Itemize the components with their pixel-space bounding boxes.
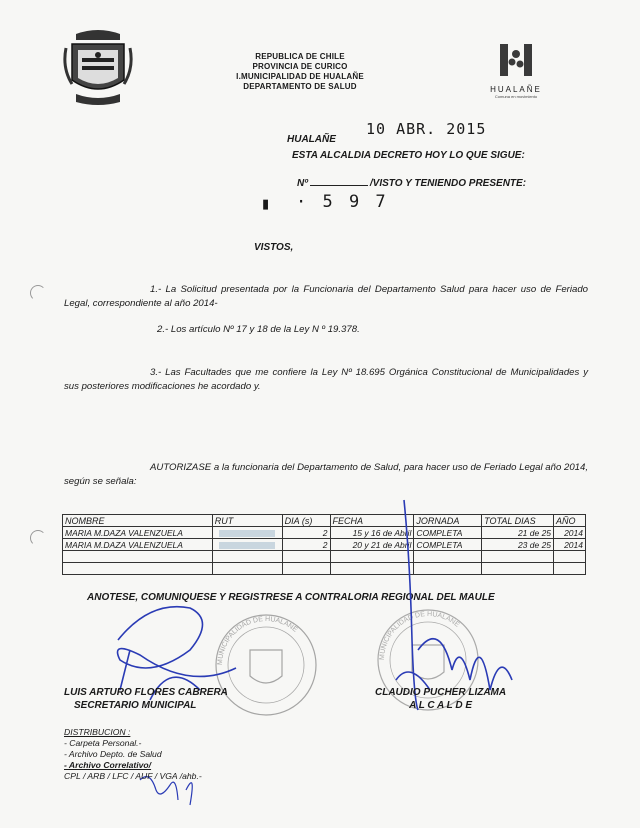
distribution-item: - Archivo Correlativo/ (64, 760, 152, 770)
cell-fecha: 15 y 16 de Abril (330, 527, 414, 539)
decree-line: ESTA ALCALDIA DECRETO HOY LO QUE SIGUE: (292, 150, 525, 161)
header-nombre: NOMBRE (63, 515, 213, 527)
number-prefix: Nº (297, 178, 308, 189)
cell-fecha: 20 y 21 de Abril (330, 539, 414, 551)
distribution-initials: CPL / ARB / LFC / AUF / VGA /ahb.- (64, 771, 202, 781)
header-line-country: REPUBLICA DE CHILE (255, 52, 345, 61)
cell-dias: 2 (282, 527, 330, 539)
distribution-item: - Archivo Depto. de Salud (64, 749, 162, 759)
mayor-block (375, 686, 506, 712)
header-fecha: FECHA (330, 515, 414, 527)
header-line-province: PROVINCIA DE CURICO (252, 62, 348, 71)
brand-tagline: Comuna en movimiento (494, 94, 538, 99)
header-line-municipality: I.MUNICIPALIDAD DE HUALAÑE (236, 72, 364, 81)
secretary-name: LUIS ARTURO FLORES CABRERA (64, 687, 228, 698)
secretary-block (64, 686, 228, 712)
cell-total-dias: 23 de 25 (482, 539, 554, 551)
header-total-dias: TOTAL DIAS (482, 515, 554, 527)
svg-text:MUNICIPALIDAD DE HUALAÑE (379, 611, 461, 660)
mayor-name: CLAUDIO PUCHER LIZAMA (375, 687, 507, 698)
header-jornada: JORNADA (414, 515, 482, 527)
cell-nombre: MARIA M.DAZA VALENZUELA (63, 539, 213, 551)
svg-text:MUNICIPALIDAD DE HUALAÑE (217, 616, 299, 665)
place-name: HUALAÑE (287, 134, 336, 145)
anotese-line: ANOTESE, COMUNIQUESE Y REGISTRESE A CONTRALORIA REGIONAL DEL MAULE (87, 592, 495, 603)
header-line-department: DEPARTAMENTO DE SALUD (243, 82, 357, 91)
header-dias: DIA (s) (282, 515, 330, 527)
date-stamp: 10 ABR. 2015 (366, 120, 487, 138)
cell-nombre: MARIA M.DAZA VALENZUELA (63, 527, 213, 539)
distribution-block (64, 727, 202, 782)
paragraph-1-text: 1.- La Solicitud presentada por la Funcionaria del Departamento Salud para hacer uso de Feriado Legal, correspondiente al año 2014- (64, 284, 588, 309)
header-ano: AÑO (554, 515, 586, 527)
cell-ano: 2014 (554, 527, 586, 539)
brand-name: HUALAÑE (490, 85, 542, 94)
paragraph-3-text: 3.- Las Facultades que me confiere la Ley Nº 18.695 Orgánica Constitucional de Municipalidades y sus posteriores modificaciones he acordado y. (64, 367, 588, 392)
cell-jornada: COMPLETA (414, 527, 482, 539)
distribution-title: DISTRIBUCION : (64, 727, 131, 737)
header-rut: RUT (212, 515, 282, 527)
paragraph-2: 2.- Los artículo Nº 17 y 18 de la Ley N º 19.378. (157, 324, 360, 335)
stamp-left-text: MUNICIPALIDAD DE HUALAÑE (216, 615, 299, 666)
mayor-signature (396, 500, 512, 710)
vistos-heading: VISTOS, (254, 242, 294, 253)
number-stamp-mark: ▮ (262, 196, 270, 211)
number-suffix: /VISTO Y TENIENDO PRESENTE: (369, 178, 527, 189)
cell-ano: 2014 (554, 539, 586, 551)
cell-dias: 2 (282, 539, 330, 551)
mayor-title: A L C A L D E (409, 700, 473, 711)
decree-number-stamp: · 5 9 7 (296, 192, 389, 212)
secretary-title: SECRETARIO MUNICIPAL (74, 700, 197, 711)
stamp-right-text: MUNICIPALIDAD DE HUALAÑE (378, 610, 461, 661)
paragraph-authorize-text: AUTORIZASE a la funcionaria del Departamento de Salud, para hacer uso de Feriado Legal año 2014, según se señala: (64, 462, 588, 487)
distribution-item: - Carpeta Personal.- (64, 738, 142, 748)
cell-jornada: COMPLETA (414, 539, 482, 551)
cell-total-dias: 21 de 25 (482, 527, 554, 539)
municipal-stamp-left (216, 615, 316, 715)
